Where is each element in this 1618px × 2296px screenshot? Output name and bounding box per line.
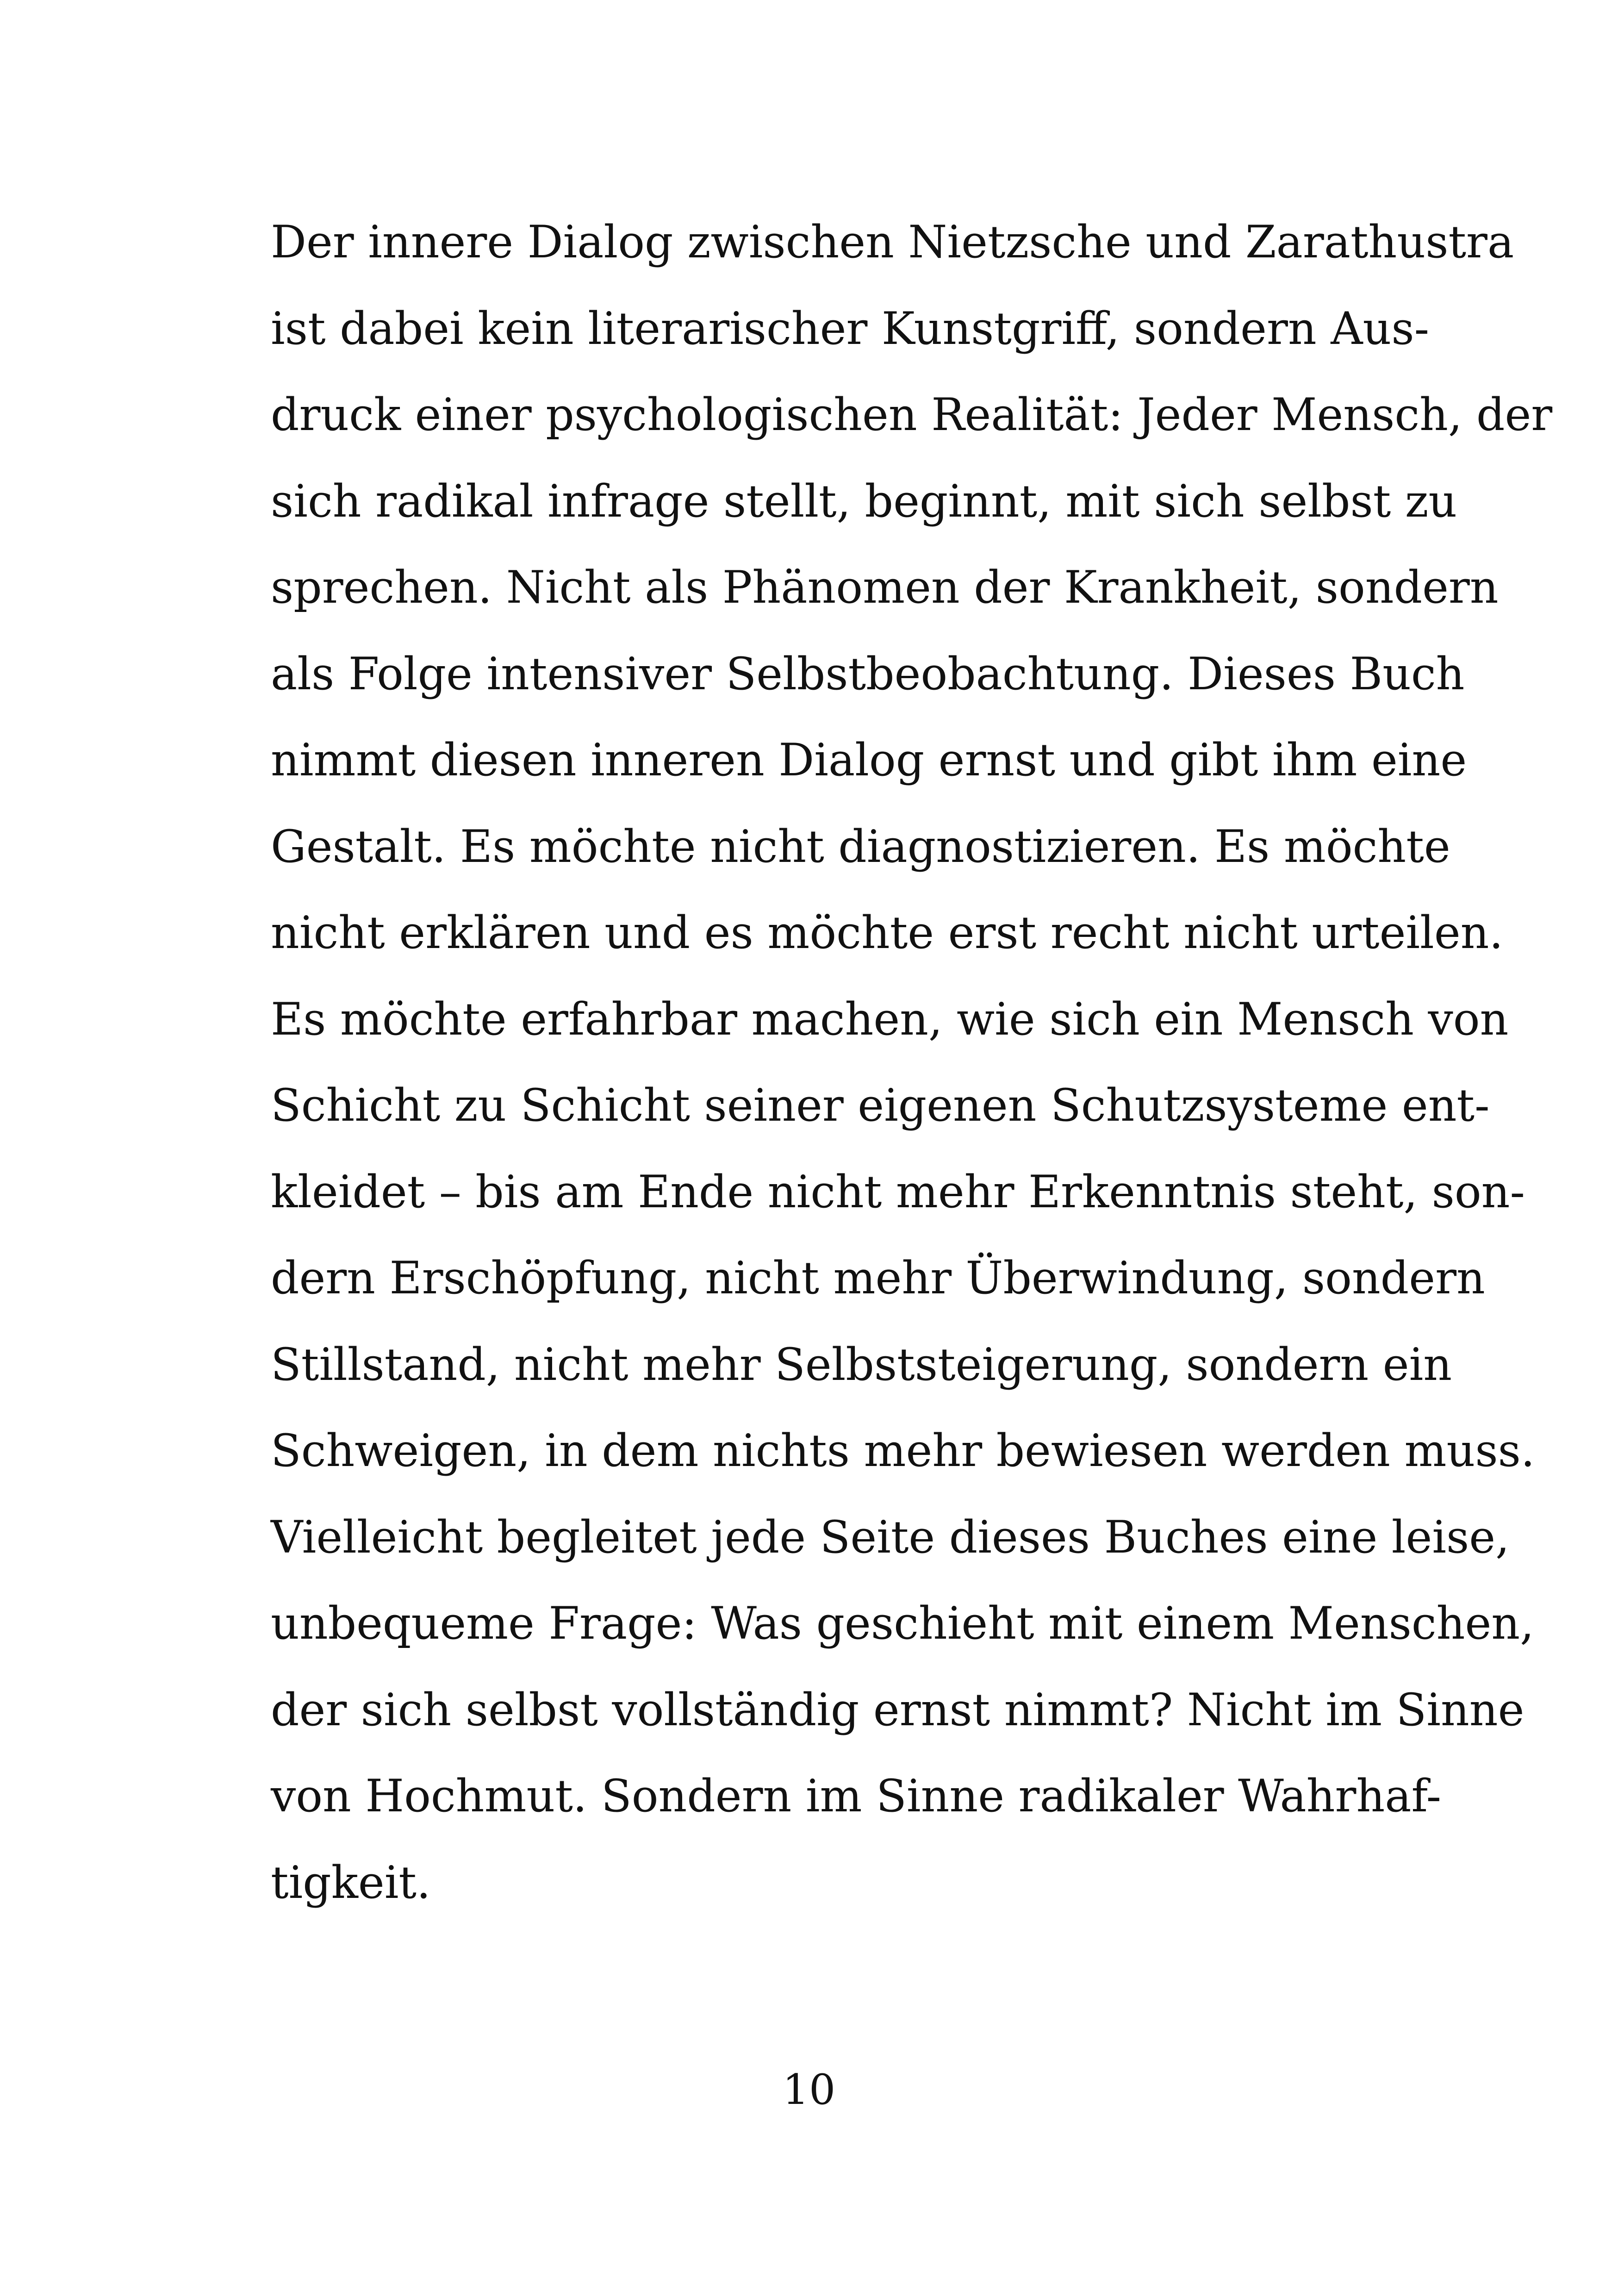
text-line: nicht erklären und es möchte erst recht nicht urteilen. <box>271 907 1503 959</box>
text-line: dern Erschöpfung, nicht mehr Überwindung, sondern <box>271 1252 1485 1304</box>
text-line: Stillstand, nicht mehr Selbststeigerung, sondern ein <box>271 1338 1452 1391</box>
text-line: kleidet – bis am Ende nicht mehr Erkenntnis steht, son- <box>271 1166 1525 1218</box>
text-line: von Hochmut. Sondern im Sinne radikaler Wahrhaf- <box>271 1770 1442 1822</box>
body-paragraph <box>271 199 1553 1926</box>
text-line: sich radikal infrage stellt, beginnt, mit sich selbst zu <box>271 475 1457 527</box>
text-line: als Folge intensiver Selbstbeobachtung. Dieses Buch <box>271 648 1465 700</box>
text-line: druck einer psychologischen Realität: Jeder Mensch, der <box>271 389 1553 441</box>
text-line: unbequeme Frage: Was geschieht mit einem Menschen, <box>271 1597 1534 1649</box>
text-line: Schweigen, in dem nichts mehr bewiesen werden muss. <box>271 1425 1535 1477</box>
text-line: Der innere Dialog zwischen Nietzsche und Zarathustra <box>271 216 1514 268</box>
text-line: Schicht zu Schicht seiner eigenen Schutzsysteme ent- <box>271 1079 1490 1131</box>
text-line: ist dabei kein literarischer Kunstgriff, sondern Aus- <box>271 302 1430 355</box>
text-line: tigkeit. <box>271 1856 431 1909</box>
page-number: 10 <box>782 2065 836 2114</box>
text-line: Vielleicht begleitet jede Seite dieses Buches eine leise, <box>271 1511 1510 1563</box>
text-line: Es möchte erfahrbar machen, wie sich ein Mensch von <box>271 993 1509 1045</box>
text-line: nimmt diesen inneren Dialog ernst und gibt ihm eine <box>271 734 1467 786</box>
text-line: sprechen. Nicht als Phänomen der Krankheit, sondern <box>271 562 1499 613</box>
text-line: der sich selbst vollständig ernst nimmt? Nicht im Sinne <box>271 1684 1525 1736</box>
text-line: Gestalt. Es möchte nicht diagnostizieren. Es möchte <box>271 820 1450 873</box>
